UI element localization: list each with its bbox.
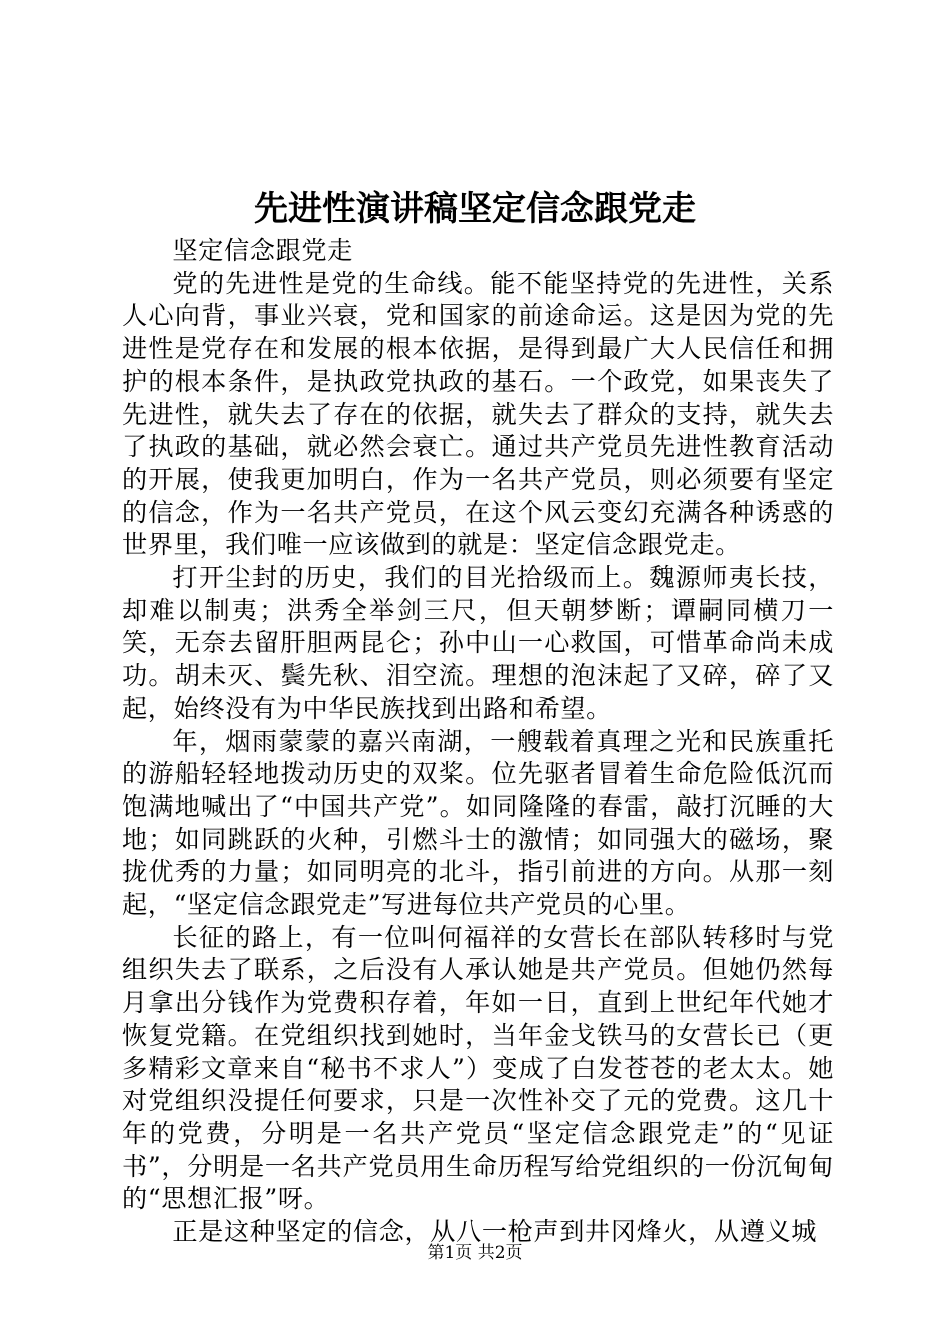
page-footer: 第1页 共2页	[427, 1243, 523, 1263]
paragraph: 年，烟雨蒙蒙的嘉兴南湖，一艘载着真理之光和民族重托的游船轻轻地拨动历史的双桨。位先驱者冒着生命危险低沉而饱满地喊出了“中国共产党”。如同隆隆的春雷，敲打沉睡的大地；如同跳跃的火种，引燃斗士的激情；如同强大的磁场，聚拢优秀的力量；如同明亮的北斗，指引前进的方向。从那一刻起，“坚定信念跟党走”写进每位共产党员的心里。	[122, 726, 834, 920]
paragraph: 党的先进性是党的生命线。能不能坚持党的先进性，关系人心向背，事业兴衰，党和国家的前途命运。这是因为党的先进性是党存在和发展的根本依据，是得到最广大人民信任和拥护的根本条件，是执政党执政的基石。一个政党，如果丧失了先进性，就失去了存在的依据，就失去了群众的支持，就失去了执政的基础，就必然会衰亡。通过共产党员先进性教育活动的开展，使我更加明白，作为一名共产党员，则必须要有坚定的信念，作为一名共产党员，在这个风云变幻充满各种诱惑的世界里，我们唯一应该做到的就是：坚定信念跟党走。	[122, 268, 834, 560]
document-body	[122, 235, 834, 1249]
paragraph: 正是这种坚定的信念，从八一枪声到井冈烽火，从遵义城	[172, 1217, 818, 1247]
document-title: 先进性演讲稿坚定信念跟党走	[254, 189, 696, 229]
paragraph: 打开尘封的历史，我们的目光拾级而上。魏源师夷长技，却难以制夷；洪秀全举剑三尺，但天朝梦断；谭嗣同横刀一笑，无奈去留肝胆两昆仑；孙中山一心救国，可惜革命尚未成功。胡未灭、鬓先秋、泪空流。理想的泡沫起了又碎，碎了又起，始终没有为中华民族找到出路和希望。	[122, 563, 834, 723]
paragraph: 坚定信念跟党走	[172, 236, 353, 265]
paragraph: 长征的路上，有一位叫何福祥的女营长在部队转移时与党组织失去了联系，之后没有人承认她是共产党员。但她仍然每月拿出分钱作为党费积存着，年如一日，直到上世纪年代她才恢复党籍。在党组织找到她时，当年金戈铁马的女营长已（更多精彩文章来自“秘书不求人”）变成了白发苍苍的老太太。她对党组织没提任何要求，只是一次性补交了元的党费。这几十年的党费，分明是一名共产党员“坚定信念跟党走”的“见证书”，分明是一名共产党员用生命历程写给党组织的一份沉甸甸的“思想汇报”呀。	[122, 922, 834, 1214]
